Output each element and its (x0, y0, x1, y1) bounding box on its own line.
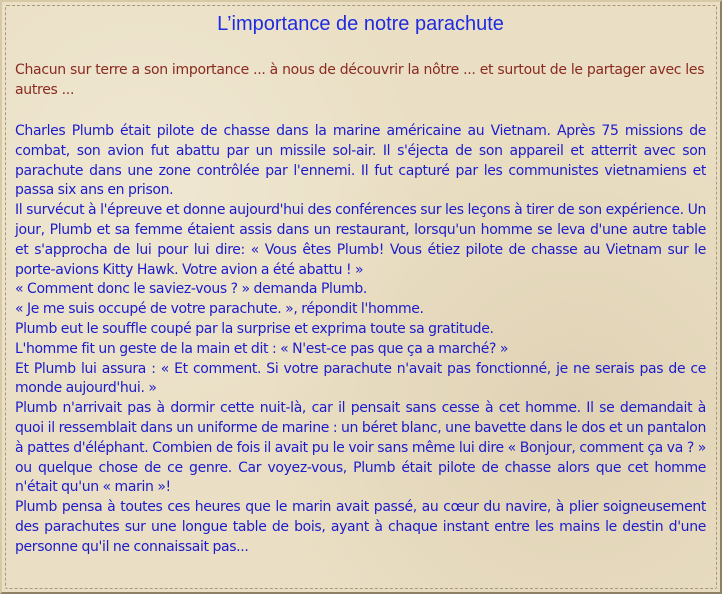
story-paragraph: « Comment donc le saviez-vous ? » demanda Plumb. (15, 281, 368, 298)
story-text (15, 122, 706, 558)
story-paragraph: L'homme fit un geste de la main et dit : « N'est-ce pas que ça a marché? » (15, 340, 509, 357)
story-paragraph: Plumb n'arrivait pas à dormir cette nuit-là, car il pensait sans cesse à cet homme. Il se demandait à quoi il ressemblait dans un uniforme de marine : un béret blanc, une bavette dans le dos et un pantalon à pattes d'éléphant. Combien de fois il avait pu le voir sans même lui dire « Bonjour, comment ça va ? » ou quelque chose de ce genre. Car voyez-vous, Plumb était pilote de chasse alors que cet homme n'était qu'un « marin »! (15, 400, 706, 496)
story-paragraph: Plumb eut le souffle coupé par la surprise et exprima toute sa gratitude. (15, 320, 494, 337)
content-box (5, 5, 717, 589)
story-paragraph: Charles Plumb était pilote de chasse dans la marine américaine au Vietnam. Après 75 missions de combat, son avion fut abattu par un missile sol-air. Il s'éjecta de son appareil et atterrit avec son parachute dans une zone contrôlée par l'ennemi. Il fut capturé par les communistes vietnamiens et passa six ans en prison. (15, 123, 706, 199)
intro-text: Chacun sur terre a son importance ... à nous de découvrir la nôtre ... et surtout de le partager avec les autres ... (15, 62, 705, 98)
story-paragraph: Et Plumb lui assura : « Et comment. Si votre parachute n'avait pas fonctionné, je ne serais pas de ce monde aujourd'hui. » (15, 360, 706, 397)
story-paragraph: Plumb pensa à toutes ces heures que le marin avait passé, au cœur du navire, à plier soigneusement des parachutes sur une longue table de bois, ayant à chaque instant entre les mains le destin d'une personne qu'il ne connaissait pas... (15, 499, 706, 555)
story-paragraph: « Je me suis occupé de votre parachute. », répondit l'homme. (15, 301, 424, 318)
page-title: L’importance de notre parachute (217, 13, 504, 35)
story-paragraph: Il survécut à l'épreuve et donne aujourd'hui des conférences sur les leçons à tirer de son expérience. Un jour, Plumb et sa femme étaient assis dans un restaurant, lorsqu'un homme se leva d'une autre table et s'approcha de lui pour lui dire: « Vous êtes Plumb! Vous étiez pilote de chasse au Vietnam sur le porte-avions Kitty Hawk. Votre avion a été abattu ! » (15, 202, 706, 278)
